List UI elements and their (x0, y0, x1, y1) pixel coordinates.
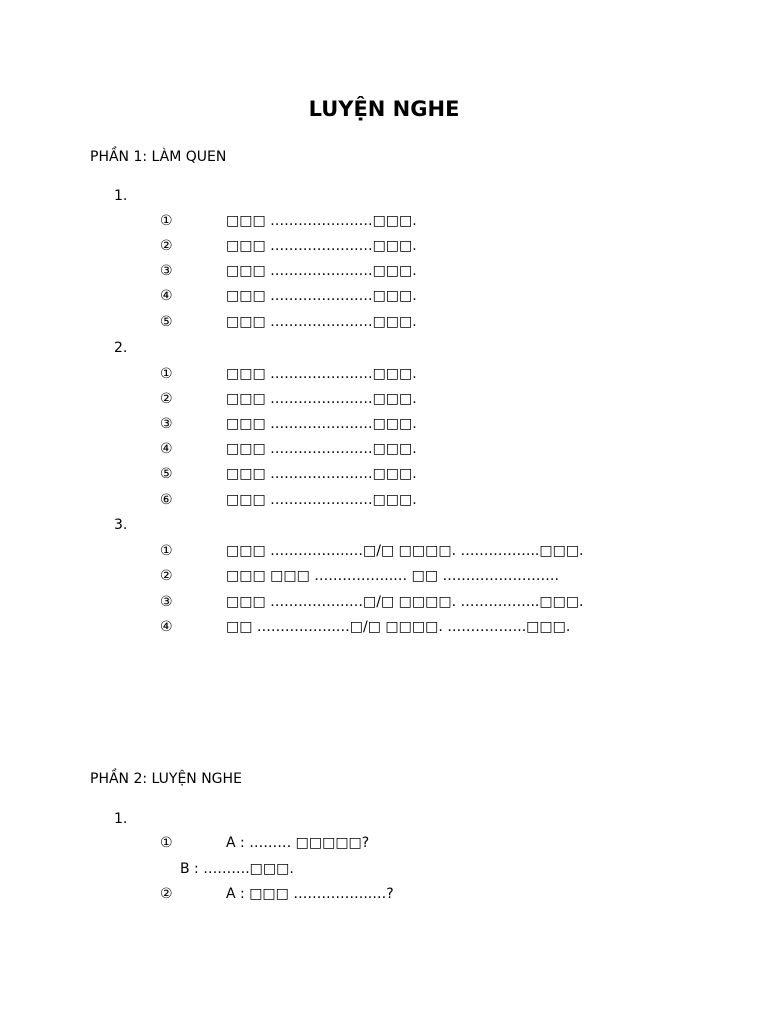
list-item (160, 236, 417, 256)
item-text: □□□ ……………….…□□□. (226, 492, 417, 508)
item-text: □□□ □□□ ……………..… □□ ……………………. (226, 568, 559, 584)
list-item (160, 833, 369, 853)
item-marker: ② (160, 238, 173, 254)
item-marker: ① (160, 543, 173, 559)
list-item (160, 566, 559, 586)
item-marker: ② (160, 391, 173, 407)
item-text: A : ……… □□□□□? (226, 835, 370, 851)
item-text: □□□ ……………….…□□□. (226, 416, 417, 432)
item-marker: ④ (160, 288, 173, 304)
item-text: □□□ ……………….…□□□. (226, 441, 417, 457)
item-text: □□□ ……………….…□□□. (226, 314, 417, 330)
list-item (160, 312, 417, 332)
item-text: □□□ ……………..…□/□ □□□□. ……………..□□□. (226, 543, 584, 559)
list-item (160, 541, 584, 561)
item-text: □□ ……………..…□/□ □□□□. ……………..□□□. (226, 619, 571, 635)
part2-question-1-number: 1. (114, 811, 128, 827)
list-item (160, 414, 417, 434)
item-marker: ⑤ (160, 314, 173, 330)
item-text: A : □□□ ……………..…? (226, 886, 394, 902)
item-text: □□□ ……………..…□/□ □□□□. ……………..□□□. (226, 594, 584, 610)
part1-heading: PHẦN 1: LÀM QUEN (90, 149, 227, 165)
list-item (160, 364, 417, 384)
item-marker: ③ (160, 416, 173, 432)
item-marker: ② (160, 886, 173, 902)
item-marker: ① (160, 366, 173, 382)
item-text: □□□ ……………….…□□□. (226, 238, 417, 254)
list-item (160, 464, 417, 484)
list-item (160, 592, 584, 612)
part1-question-3-number: 3. (114, 517, 128, 533)
dialogue-line-b: B : ……….□□□. (180, 861, 294, 877)
list-item (160, 211, 417, 231)
item-text: □□□ ……………….…□□□. (226, 263, 417, 279)
part1-question-1-number: 1. (114, 188, 128, 204)
item-marker: ② (160, 568, 173, 584)
list-item (160, 261, 417, 281)
item-marker: ⑥ (160, 492, 173, 508)
item-text: □□□ ……………….…□□□. (226, 391, 417, 407)
item-marker: ④ (160, 441, 173, 457)
item-marker: ③ (160, 594, 173, 610)
part2-heading: PHẦN 2: LUYỆN NGHE (90, 771, 242, 787)
item-marker: ① (160, 213, 173, 229)
list-item (160, 884, 394, 904)
list-item (160, 286, 417, 306)
item-marker: ① (160, 835, 173, 851)
item-marker: ⑤ (160, 466, 173, 482)
list-item (160, 389, 417, 409)
page-title: LUYỆN NGHE (308, 97, 460, 121)
item-marker: ④ (160, 619, 173, 635)
list-item (160, 439, 417, 459)
item-text: □□□ ……………….…□□□. (226, 213, 417, 229)
item-text: □□□ ……………….…□□□. (226, 466, 417, 482)
item-marker: ③ (160, 263, 173, 279)
item-text: □□□ ……………….…□□□. (226, 366, 417, 382)
list-item (160, 490, 417, 510)
list-item (160, 617, 570, 637)
part1-question-2-number: 2. (114, 340, 128, 356)
item-text: □□□ ……………….…□□□. (226, 288, 417, 304)
